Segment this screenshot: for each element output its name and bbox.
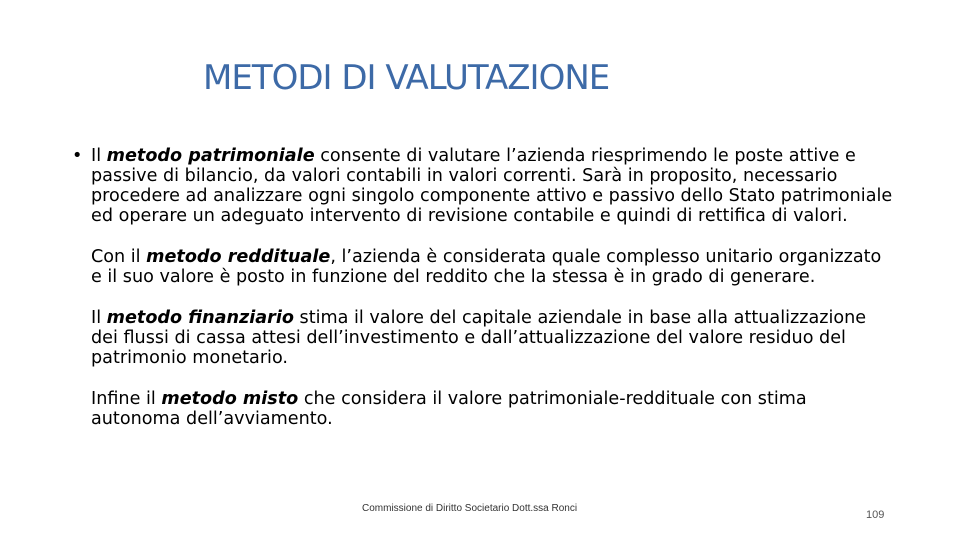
paragraph-term: metodo patrimoniale [106,146,315,166]
paragraph-pre: Il [91,146,107,166]
footer-text: Commissione di Diritto Societario Dott.ssa Ronci [362,503,578,514]
paragraph-metodo-patrimoniale [72,146,896,226]
paragraph-post: che considera il valore patrimoniale-reddituale con stima autonoma dell’avviamento. [91,389,807,429]
paragraph-pre: Con il [91,247,147,267]
slide-title: METODI DI VALUTAZIONE [203,58,610,98]
paragraph-metodo-misto [91,389,896,429]
paragraph-metodo-finanziario [91,308,896,368]
paragraph-metodo-reddituale [91,247,896,287]
bullet-icon: • [72,146,83,166]
paragraph-pre: Infine il [91,389,162,409]
paragraph-term: metodo misto [161,389,299,409]
paragraph-pre: Il [91,308,107,328]
paragraph-post: stima il valore del capitale aziendale in base alla attualizzazione dei flussi di cassa attesi dell’investimento e dall’attualizzazione del valore residuo del patrimonio monetario. [91,308,867,368]
paragraph-term: metodo reddituale [146,247,331,267]
paragraph-post: , l’azienda è considerata quale complesso unitario organizzato e il suo valore è posto in funzione del reddito che la stessa è in grado di generare. [91,247,882,287]
paragraph-term: metodo finanziario [106,308,294,328]
slide-body [72,146,896,450]
paragraph-post: consente di valutare l’azienda riesprimendo le poste attive e passive di bilancio, da valori contabili in valori correnti. Sarà in proposito, necessario procedere ad analizzare ogni singolo componente attivo e passivo dello Stato patrimoniale ed operare un adeguato intervento di revisione contabile e quindi di rettifica di valori. [91,146,893,226]
page-number: 109 [866,509,885,521]
